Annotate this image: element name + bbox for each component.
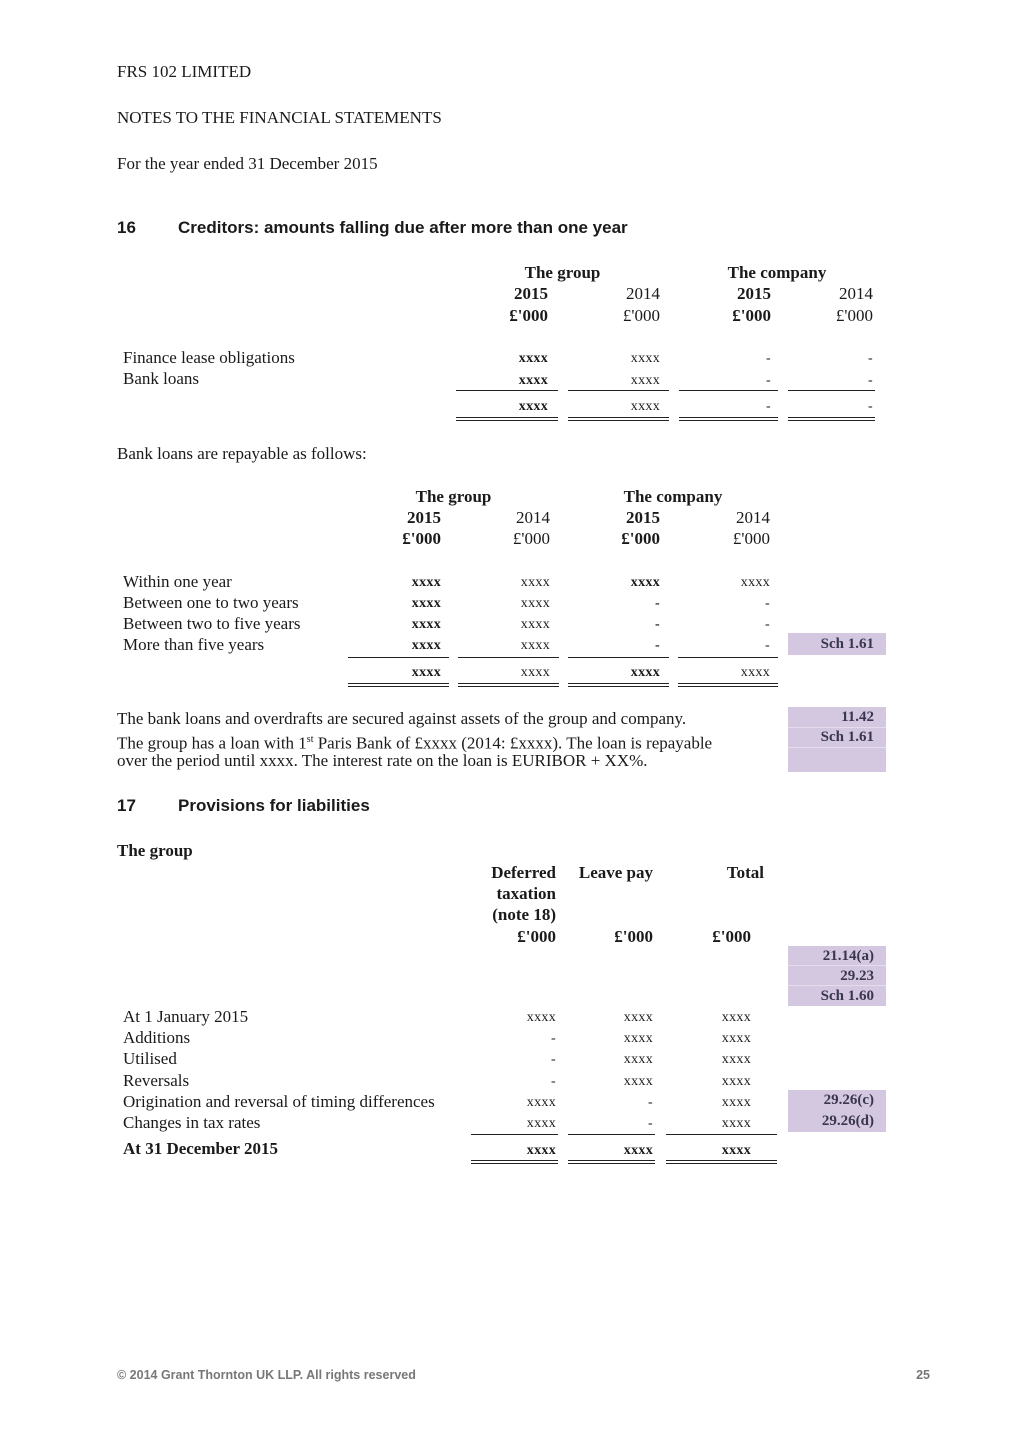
reference-tag [788,748,886,772]
cell-value: - [765,617,770,632]
total-double-rule [679,417,778,421]
total-value: xxxx [520,665,550,680]
total-double-rule [568,683,669,687]
unit-header: £'000 [712,927,751,946]
cell-value: xxxx [721,1116,751,1131]
cell-value: - [868,351,873,366]
year-header: 2015 [514,284,548,303]
cell-value: - [766,351,771,366]
cell-value: - [648,1095,653,1110]
row-label: More than five years [123,635,265,654]
total-double-rule [348,683,449,687]
paragraph-text: The group has a loan with 1 [117,733,307,753]
total-value: xxxx [721,1143,751,1158]
total-value: xxxx [526,1143,556,1158]
column-header: Deferred [491,863,556,882]
cell-value: xxxx [721,1052,751,1067]
document-title: NOTES TO THE FINANCIAL STATEMENTS [117,108,442,127]
subtotal-rule [788,390,875,391]
subtotal-rule [471,1134,558,1135]
row-label: Finance lease obligations [123,348,295,367]
cell-value: xxxx [411,575,441,590]
note16-title: Creditors: amounts falling due after more than one year [178,218,628,237]
row-label: Reversals [123,1071,190,1090]
reference-tag: Sch 1.61 [788,633,886,655]
unit-header: £'000 [402,529,441,548]
row-label: Between two to five years [123,614,301,633]
year-header: 2014 [736,508,770,527]
paragraph-line: over the period until xxxx. The interest rate on the loan is EURIBOR + XX%. [117,751,648,770]
cell-value: xxxx [526,1095,556,1110]
cell-value: - [551,1074,556,1089]
cell-value: xxxx [411,596,441,611]
row-label: Within one year [123,572,232,591]
year-header: 2015 [737,284,771,303]
cell-value: xxxx [623,1031,653,1046]
cell-value: xxxx [721,1031,751,1046]
reference-tag: Sch 1.60 [788,986,886,1006]
reference-tag: 21.14(a) [788,946,886,966]
cell-value: xxxx [721,1095,751,1110]
note16-number: 16 [117,218,136,237]
reference-tag: Sch 1.61 [788,728,886,748]
cell-value: - [655,596,660,611]
total-value: xxxx [740,665,770,680]
subtotal-rule [456,390,558,391]
total-double-rule [471,1160,558,1164]
cell-value: - [655,638,660,653]
cell-value: xxxx [721,1074,751,1089]
row-label: Additions [123,1028,191,1047]
reference-tag: 29.26(d) [788,1111,886,1132]
total-value: xxxx [630,399,660,414]
cell-value: xxxx [518,351,548,366]
cell-value: xxxx [520,638,550,653]
unit-header: £'000 [732,306,771,325]
note17-number: 17 [117,796,136,815]
column-header: (note 18) [492,905,556,924]
subtotal-rule [679,390,778,391]
subtotal-rule [458,657,559,658]
unit-header: £'000 [622,306,660,325]
subtotal-rule [678,657,778,658]
superscript: st [306,734,314,745]
paragraph-text: Paris Bank of £xxxx (2014: £xxxx). The loan is repayable [313,733,713,753]
year-header: 2015 [407,508,441,527]
cell-value: xxxx [623,1074,653,1089]
row-label: Bank loans [123,369,200,388]
row-label: Changes in tax rates [123,1113,261,1132]
year-header: 2014 [626,284,660,303]
paragraph-line: The bank loans and overdrafts are secured against assets of the group and company. [117,709,687,728]
cell-value: - [765,638,770,653]
cell-value: - [655,617,660,632]
reference-tag: 11.42 [788,707,886,728]
total-double-rule [568,417,669,421]
footer-copyright: © 2014 Grant Thornton UK LLP. All rights reserved [117,1368,416,1382]
cell-value: xxxx [520,596,550,611]
group-header: The group [524,263,601,282]
note17-title: Provisions for liabilities [178,796,370,815]
unit-header: £'000 [517,927,556,946]
group-header: The group [415,487,492,506]
row-label: Utilised [123,1049,177,1068]
cell-value: xxxx [526,1010,556,1025]
reference-tag: 29.23 [788,966,886,986]
cell-value: xxxx [520,575,550,590]
total-double-rule [788,417,875,421]
year-header: 2014 [516,508,550,527]
cell-value: - [766,373,771,388]
cell-value: xxxx [411,638,441,653]
cell-value: xxxx [520,617,550,632]
total-double-rule [678,683,778,687]
company-name: FRS 102 LIMITED [117,62,252,81]
unit-header: £'000 [621,529,660,548]
note17-subtitle: The group [117,841,193,860]
company-header: The company [727,263,827,282]
cell-value: xxxx [526,1116,556,1131]
cell-value: xxxx [518,373,548,388]
unit-header: £'000 [509,306,548,325]
total-double-rule [568,1160,655,1164]
cell-value: - [765,596,770,611]
total-double-rule [458,683,559,687]
total-value: - [766,399,771,414]
row-label: Origination and reversal of timing differences [123,1092,435,1111]
row-label: Between one to two years [123,593,299,612]
row-label: At 1 January 2015 [123,1007,249,1026]
cell-value: xxxx [630,351,660,366]
total-double-rule [456,417,558,421]
subtotal-rule [568,1134,655,1135]
page-number: 25 [916,1368,930,1382]
cell-value: xxxx [630,575,660,590]
subtotal-rule [348,657,449,658]
reference-tag: 29.26(c) [788,1090,886,1111]
cell-value: - [551,1052,556,1067]
cell-value: xxxx [630,373,660,388]
column-header: Leave pay [578,863,653,882]
column-header: Total [726,863,764,882]
repayable-intro: Bank loans are repayable as follows: [117,444,367,463]
unit-header: £'000 [732,529,770,548]
year-header: 2014 [839,284,873,303]
column-header: taxation [496,884,556,903]
unit-header: £'000 [614,927,653,946]
total-label: At 31 December 2015 [123,1139,279,1158]
total-value: xxxx [411,665,441,680]
total-value: xxxx [518,399,548,414]
subtotal-rule [568,657,669,658]
total-value: - [868,399,873,414]
cell-value: xxxx [411,617,441,632]
subtotal-rule [568,390,669,391]
total-value: xxxx [623,1143,653,1158]
cell-value: - [551,1031,556,1046]
cell-value: - [648,1116,653,1131]
total-value: xxxx [630,665,660,680]
cell-value: xxxx [721,1010,751,1025]
cell-value: xxxx [623,1052,653,1067]
cell-value: xxxx [740,575,770,590]
company-header: The company [623,487,723,506]
year-header: 2015 [626,508,660,527]
cell-value: xxxx [623,1010,653,1025]
subtotal-rule [666,1134,777,1135]
total-double-rule [666,1160,777,1164]
cell-value: - [868,373,873,388]
period-text: For the year ended 31 December 2015 [117,154,378,173]
unit-header: £'000 [512,529,550,548]
unit-header: £'000 [835,306,873,325]
